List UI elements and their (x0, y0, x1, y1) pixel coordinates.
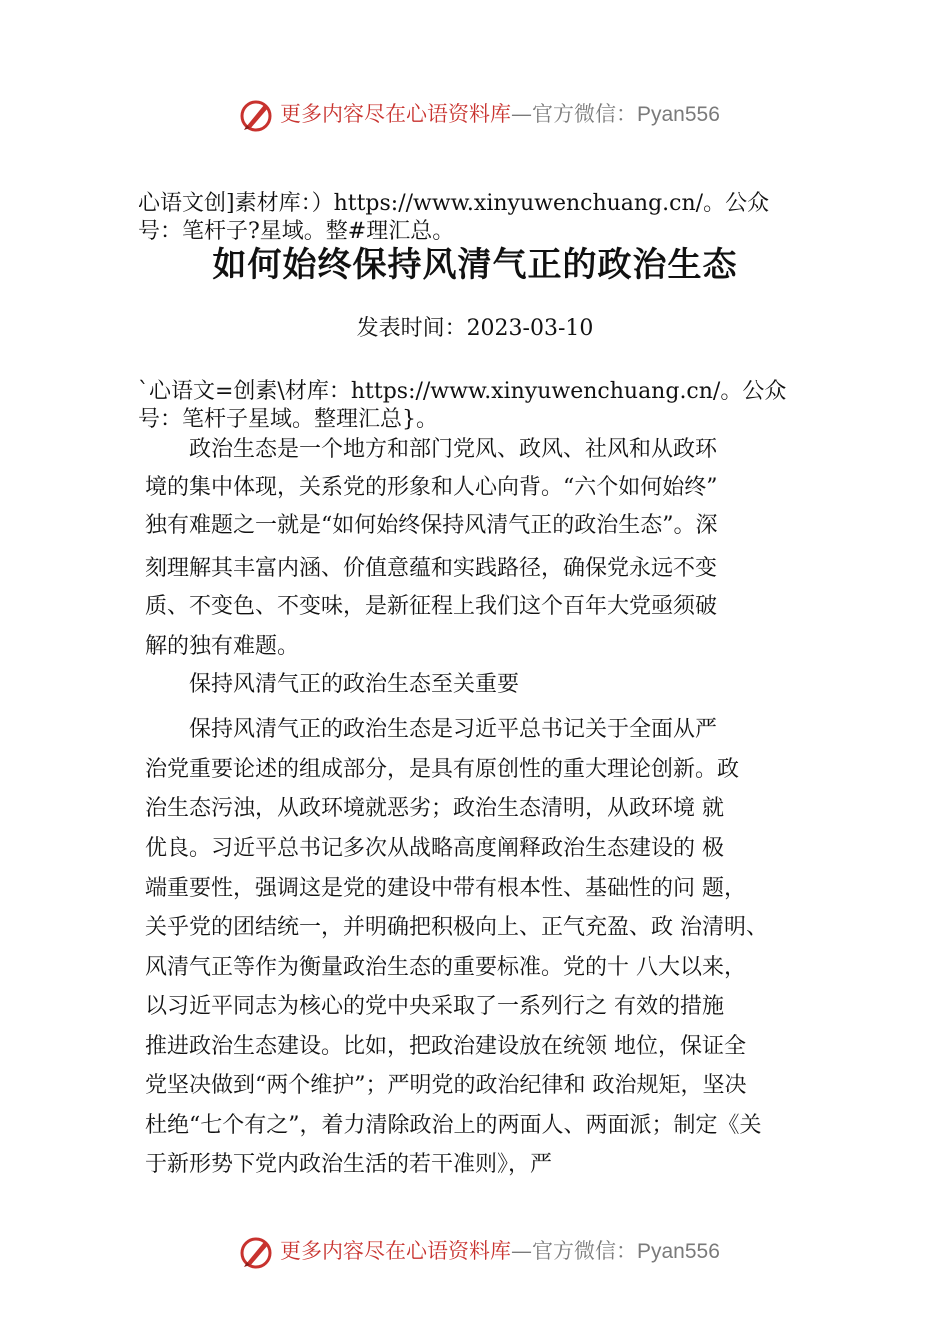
text-line: 党坚决做到“两个维护”；严明党的政治纪律和 政治规矩，坚决 (145, 1073, 747, 1098)
watermark-mid-line-2: 号：笔杆子星域。整理汇总}。 (138, 407, 438, 432)
text-line: 杜绝“七个有之”，着力清除政治上的两面人、两面派；制定《关 (145, 1113, 762, 1138)
text-line: 风清气正等作为衡量政治生态的重要标准。党的十 八大以来， (145, 955, 746, 980)
banner-wechat-id: Pyan556 (637, 103, 720, 126)
footer-gray-text: —官方微信： (511, 1239, 637, 1263)
page-title: 如何始终保持风清气正的政治生态 (212, 245, 738, 285)
text-line: 刻理解其丰富内涵、价值意蕴和实践路径，确保党永远不变 (145, 556, 718, 581)
text-line: 治党重要论述的组成部分，是具有原创性的重大理论创新。政 (145, 757, 740, 782)
text-line: 境的集中体现，关系党的形象和人心向背。“六个如何始终” (145, 475, 718, 500)
footer-red-text: 更多内容尽在心语资料库 (280, 1239, 511, 1263)
text-line: 于新形势下党内政治生活的若干准则》，严 (145, 1152, 553, 1177)
watermark-line-1: 心语文创]素材库：）https://www.xinyuwenchuang.cn/。公众 (138, 191, 770, 216)
footer-banner (0, 1232, 950, 1272)
publish-date: 发表时间：2023-03-10 (356, 316, 594, 341)
pen-logo-icon (238, 97, 274, 133)
text-line: 解的独有难题。 (145, 634, 300, 659)
text-line: 推进政治生态建设。比如，把政治建设放在统领 地位，保证全 (145, 1034, 746, 1059)
text-line: 独有难题之一就是“如何始终保持风清气正的政治生态”。深 (145, 513, 718, 538)
watermark-line-2: 号：笔杆子?星域。整#理汇总。 (138, 219, 455, 244)
watermark-mid-line-1: `心语文=创素\材库：https://www.xinyuwenchuang.cn/。公众 (138, 379, 787, 404)
banner-red-text: 更多内容尽在心语资料库 (280, 102, 511, 126)
text-line: 优良。习近平总书记多次从战略高度阐释政治生态建设的 极 (145, 836, 724, 861)
footer-wechat-id: Pyan556 (637, 1240, 720, 1263)
text-line: 质、不变色、不变味，是新征程上我们这个百年大党亟须破 (145, 594, 718, 619)
text-line: 治生态污浊，从政环境就恶劣；政治生态清明，从政环境 就 (145, 796, 724, 821)
text-line: 关乎党的团结统一，并明确把积极向上、正气充盈、政 治清明、 (145, 915, 768, 940)
banner-gray-text: —官方微信： (511, 102, 637, 126)
text-line: 政治生态是一个地方和部门党风、政风、社风和从政环 (145, 437, 718, 462)
text-line: 以习近平同志为核心的党中央采取了一系列行之 有效的措施 (145, 994, 724, 1019)
text-line: 端重要性，强调这是党的建设中带有根本性、基础性的问 题， (145, 876, 746, 901)
section-heading: 保持风清气正的政治生态至关重要 (145, 672, 520, 697)
header-banner (0, 95, 950, 135)
pen-logo-icon (238, 1234, 274, 1270)
text-line: 保持风清气正的政治生态是习近平总书记关于全面从严 (145, 717, 718, 742)
